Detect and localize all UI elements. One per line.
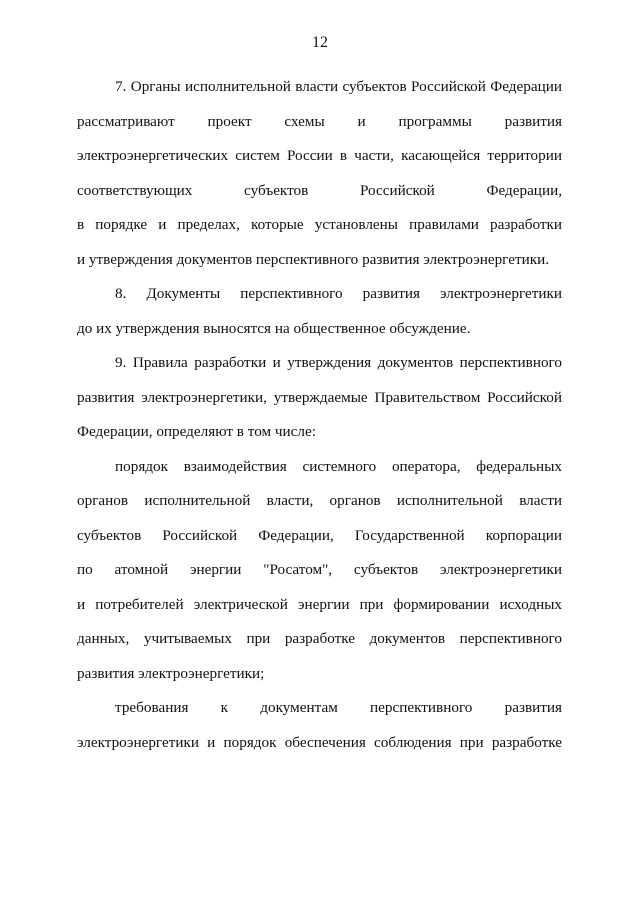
paragraph-line: развития электроэнергетики, утверждаемые Правительством Российской [77, 388, 562, 406]
paragraph-procedure [77, 450, 562, 692]
paragraph-line: по атомной энергии "Росатом", субъектов электроэнергетики [77, 561, 562, 578]
paragraph-line: Федерации, определяют в том числе: [77, 423, 316, 440]
paragraph-line: и утверждения документов перспективного развития электроэнергетики. [77, 250, 550, 268]
paragraph-8 [77, 277, 562, 346]
paragraph-line: 7. Органы исполнительной власти субъектов Российской Федерации [115, 78, 562, 95]
paragraph-line: требования к документам перспективного развития [115, 699, 562, 716]
paragraph-line: до их утверждения выносятся на общественное обсуждение. [77, 319, 471, 337]
paragraph-line: электроэнергетики и порядок обеспечения соблюдения при разработке [77, 733, 562, 751]
page-number: 12 [312, 34, 328, 51]
paragraph-line: соответствующих субъектов Российской Федерации, [77, 181, 562, 199]
paragraph-line: данных, учитываемых при разработке документов перспективного [77, 630, 562, 647]
paragraph-line: субъектов Российской Федерации, Государственной корпорации [77, 526, 562, 544]
paragraph-7 [77, 70, 562, 277]
paragraph-line: 8. Документы перспективного развития электроэнергетики [115, 285, 562, 302]
paragraph-9 [77, 346, 562, 450]
paragraph-line: рассматривают проект схемы и программы развития [77, 112, 562, 130]
paragraph-line: развития электроэнергетики; [77, 664, 265, 682]
paragraph-line: порядок взаимодействия системного оператора, федеральных [115, 457, 562, 475]
paragraph-line: и потребителей электрической энергии при формировании исходных [77, 595, 562, 613]
paragraph-line: электроэнергетических систем России в части, касающейся территории [77, 147, 562, 164]
paragraph-requirements [77, 691, 562, 760]
paragraph-line: 9. Правила разработки и утверждения документов перспективного [115, 354, 562, 371]
paragraph-line: органов исполнительной власти, органов исполнительной власти [77, 492, 562, 509]
document-body [77, 70, 562, 760]
paragraph-line: в порядке и пределах, которые установлены правилами разработки [77, 216, 562, 233]
